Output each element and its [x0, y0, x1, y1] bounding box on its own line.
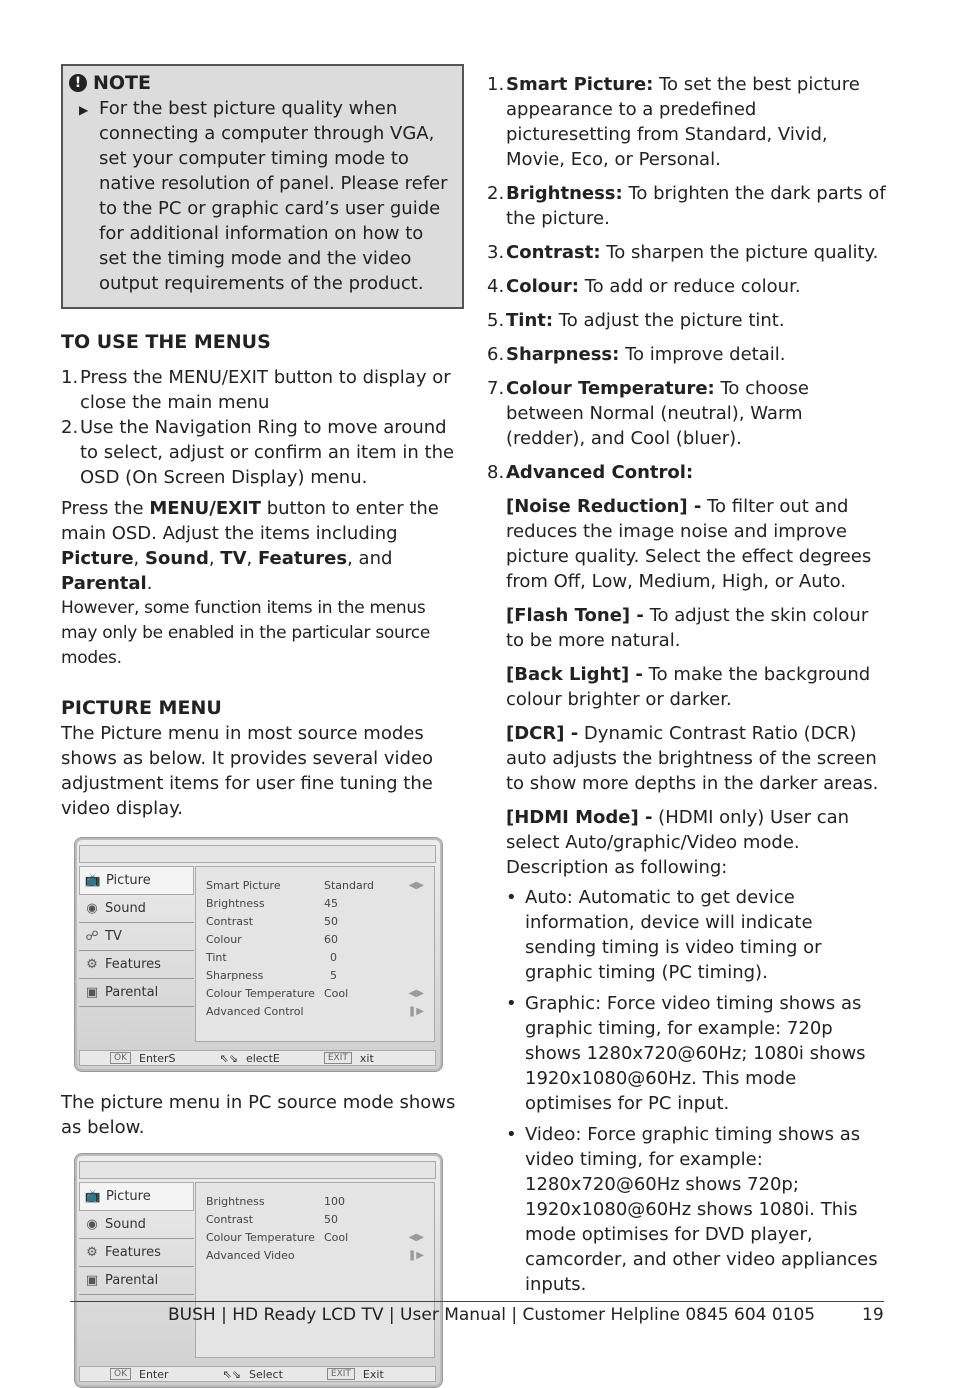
sub-label: [DCR] - [506, 723, 579, 744]
ok-key-icon: OK [110, 1368, 131, 1380]
note-header [69, 72, 452, 94]
tab-label: Picture [106, 873, 151, 888]
select-hint: Select [248, 1367, 283, 1381]
setting-name: Advanced Video [206, 1249, 295, 1262]
osd-row[interactable] [206, 877, 424, 895]
advanced-sub-item [506, 805, 887, 880]
para-text: , and [347, 548, 393, 569]
item-text: To adjust the picture tint. [553, 310, 785, 331]
osd-tab-tv[interactable] [79, 923, 194, 951]
exit-key-icon: EXIT [327, 1368, 355, 1380]
osd-tab-features[interactable] [79, 951, 194, 979]
osd-settings-panel [195, 866, 435, 1042]
osd-row[interactable] [206, 895, 424, 913]
note-box [61, 64, 464, 309]
osd-titlebar [79, 1161, 436, 1179]
item-number: 5. [487, 310, 505, 331]
step-number: 2. [61, 417, 79, 438]
para-text: , [133, 548, 145, 569]
menus-heading: TO USE THE MENUS [61, 331, 271, 353]
tab-label: TV [105, 929, 122, 944]
exit-hint: xit [359, 1051, 374, 1065]
page-number: 19 [862, 1305, 884, 1325]
osd-row[interactable] [206, 949, 424, 967]
exclamation-icon: ! [69, 74, 87, 92]
wrench-icon: ⚙ [86, 957, 98, 972]
advanced-sub-item [506, 603, 887, 653]
item-number: 6. [487, 344, 505, 365]
osd-row[interactable] [206, 1211, 424, 1229]
item-body [506, 240, 887, 265]
item-label: Colour Temperature: [506, 378, 715, 399]
tab-label: Parental [105, 1273, 159, 1288]
item-label: Brightness: [506, 183, 623, 204]
lock-icon: ▣ [85, 1273, 99, 1288]
osd-footer [79, 1050, 436, 1066]
bullet-text: Video: Force graphic timing shows as video timing, for example: 1280x720@60Hz shows 720p; 1920x1080@60Hz shows 1080i. This mode optimises for DVD player, camcorder, and other video appliances inputs. [525, 1124, 878, 1295]
feature-item [487, 308, 887, 333]
item-number: 2. [487, 183, 505, 204]
osd-tab-list [79, 1182, 194, 1295]
tab-label: Features [105, 957, 161, 972]
sub-label: [Back Light] - [506, 664, 643, 685]
para-text: button to enter the main OSD. Adjust the items including [61, 498, 439, 544]
para-bold: TV [220, 548, 247, 569]
osd-row[interactable] [206, 967, 424, 985]
setting-value: 60 [324, 933, 338, 946]
item-label: Smart Picture: [506, 74, 654, 95]
osd-tab-parental[interactable] [79, 979, 194, 1007]
feature-item [487, 342, 887, 367]
footer-divider [70, 1301, 884, 1302]
para-text: . [146, 573, 153, 594]
menus-paragraph [61, 496, 463, 596]
sub-label: [HDMI Mode] - [506, 807, 653, 828]
item-body [506, 376, 887, 451]
sub-text: To make the background colour brighter or darker. [506, 664, 871, 710]
item-number: 8. [487, 462, 505, 483]
setting-name: Advanced Control [206, 1005, 304, 1018]
item-body [506, 460, 887, 485]
feature-item [487, 181, 887, 231]
sub-text: To filter out and reduces the image noise and improve picture quality. Select the effect degrees from Off, Low, Medium, High, or Auto. [506, 496, 872, 592]
enter-hint: Enter [139, 1367, 169, 1381]
bullet-dot: • [506, 993, 517, 1014]
exit-key-icon: EXIT [324, 1052, 352, 1064]
item-body [506, 181, 887, 231]
antenna-icon: ☍ [85, 929, 99, 944]
feature-item [487, 376, 887, 451]
advanced-sub-item [506, 721, 887, 796]
menus-paragraph-2: However, some function items in the menus may only be enabled in the particular source modes. [61, 598, 430, 668]
note-title: NOTE [93, 72, 151, 94]
speaker-icon: ◉ [86, 901, 98, 916]
osd-row[interactable] [206, 1229, 424, 1247]
osd-row[interactable] [206, 1193, 424, 1211]
sub-label: [Flash Tone] - [506, 605, 644, 626]
osd-footer [79, 1366, 436, 1382]
setting-name: Tint [206, 951, 227, 964]
setting-value: 0 [330, 951, 337, 964]
osd-titlebar [79, 845, 436, 863]
advanced-sub-item [506, 494, 887, 594]
step-text: Press the MENU/EXIT button to display or close the main menu [80, 367, 451, 413]
para-bold: Parental [61, 573, 147, 594]
setting-value: 5 [330, 969, 337, 982]
item-label: Tint: [506, 310, 554, 331]
item-body [506, 72, 887, 172]
osd-row[interactable] [206, 913, 424, 931]
setting-name: Colour [206, 933, 242, 946]
hdmi-mode-bullet [506, 991, 887, 1116]
setting-name: Contrast [206, 915, 254, 928]
hdmi-mode-bullet [506, 1122, 887, 1297]
item-text: To improve detail. [619, 344, 786, 365]
picture-intro: The Picture menu in most source modes shows as below. It provides several video adjustment items for user fine tuning the video display. [61, 723, 434, 819]
wrench-icon: ⚙ [86, 1245, 98, 1260]
osd-tab-features[interactable] [79, 1239, 194, 1267]
picture-menu-heading: PICTURE MENU [61, 697, 222, 719]
enter-hint: EnterS [139, 1051, 176, 1065]
para-bold: Features [257, 548, 348, 569]
item-label: Sharpness: [506, 344, 620, 365]
para-text: , [208, 548, 221, 569]
tv-icon: 📺 [84, 1189, 102, 1204]
triangle-bullet-icon: ▶ [79, 103, 89, 117]
osd-row[interactable] [206, 931, 424, 949]
osd-row[interactable] [206, 1003, 424, 1021]
item-text: To add or reduce colour. [579, 276, 801, 297]
item-text: To sharpen the picture quality. [600, 242, 879, 263]
para-text: Press the [61, 498, 150, 519]
osd-tab-picture[interactable] [79, 1182, 194, 1211]
step-text: Use the Navigation Ring to move around to select, adjust or confirm an item in the OSD (On Screen Display) menu. [80, 417, 455, 488]
item-number: 4. [487, 276, 505, 297]
navigation-ring-icon: ⇖⇘ [219, 1051, 238, 1065]
item-number: 7. [487, 378, 505, 399]
para-bold: Picture [61, 548, 134, 569]
osd-screenshot-standard [74, 837, 443, 1072]
enter-arrow-icon: ❚▶ [407, 1006, 424, 1017]
pc-mode-intro: The picture menu in PC source mode shows as below. [61, 1092, 456, 1138]
sub-text: (HDMI only) User can select Auto/graphic/Video mode. Description as following: [506, 807, 850, 878]
setting-value [324, 1247, 408, 1265]
setting-value: 45 [324, 897, 338, 910]
osd-tab-parental[interactable] [79, 1267, 194, 1295]
bullet-text: Graphic: Force video timing shows as graphic timing, for example: 720p shows 1280x720@60Hz; 1080i shows 1920x1080@60Hz. This mode optimises for PC input. [525, 993, 866, 1114]
step-item [61, 365, 463, 415]
tab-label: Picture [106, 1189, 151, 1204]
menus-steps [61, 365, 463, 490]
tv-icon: 📺 [84, 873, 102, 888]
setting-value: 50 [324, 1213, 338, 1226]
item-number: 3. [487, 242, 505, 263]
tab-label: Sound [105, 901, 146, 916]
exit-hint: Exit [362, 1367, 384, 1381]
osd-tab-sound[interactable] [79, 1211, 194, 1239]
para-bold: Sound [145, 548, 209, 569]
sub-text: To adjust the skin colour to be more natural. [506, 605, 869, 651]
navigation-ring-icon: ⇖⇘ [222, 1367, 241, 1381]
lock-icon: ▣ [85, 985, 99, 1000]
osd-tab-list [79, 866, 194, 1007]
hdmi-mode-bullet [506, 885, 887, 985]
item-number: 1. [487, 74, 505, 95]
tab-label: Parental [105, 985, 159, 1000]
osd-settings-panel [195, 1182, 435, 1358]
para-bold: MENU/EXIT [149, 498, 261, 519]
select-hint: electE [245, 1051, 280, 1065]
setting-value: 100 [324, 1195, 345, 1208]
setting-name: Colour Temperature [206, 1231, 315, 1244]
sub-label: [Noise Reduction] - [506, 496, 702, 517]
page-footer: BUSH | HD Ready LCD TV | User Manual | Customer Helpline 0845 604 0105 [168, 1305, 816, 1325]
setting-name: Sharpness [206, 969, 264, 982]
item-label: Contrast: [506, 242, 601, 263]
enter-arrow-icon: ❚▶ [407, 1250, 424, 1261]
note-body [69, 96, 452, 296]
setting-value: 50 [324, 915, 338, 928]
setting-name: Smart Picture [206, 879, 281, 892]
left-right-arrow-icon: ◀▶ [408, 1232, 424, 1243]
bullet-dot: • [506, 1124, 517, 1145]
osd-row[interactable] [206, 985, 424, 1003]
sub-text: Dynamic Contrast Ratio (DCR) auto adjusts the brightness of the screen to show more depths in the darker areas. [506, 723, 879, 794]
tab-label: Features [105, 1245, 161, 1260]
item-label: Advanced Control: [506, 462, 694, 483]
step-item [61, 415, 463, 490]
item-label: Colour: [506, 276, 580, 297]
item-body [506, 308, 887, 333]
right-column [487, 72, 887, 1303]
feature-item [487, 240, 887, 265]
left-column [61, 64, 463, 1388]
feature-item [487, 460, 887, 485]
item-body [506, 274, 887, 299]
osd-tab-picture[interactable] [79, 866, 194, 895]
step-number: 1. [61, 367, 79, 388]
tab-label: Sound [105, 1217, 146, 1232]
setting-name: Colour Temperature [206, 987, 315, 1000]
feature-item [487, 72, 887, 172]
item-body [506, 342, 887, 367]
setting-value: Cool [324, 1231, 349, 1244]
setting-value: Standard [324, 879, 375, 892]
note-text: For the best picture quality when connecting a computer through VGA, set your computer timing mode to native resolution of panel. Please refer to the PC or graphic card’s user guide for additional information on how to set the timing mode and the video output requirements of the product. [99, 98, 448, 294]
setting-name: Brightness [206, 897, 265, 910]
setting-name: Contrast [206, 1213, 254, 1226]
item-text: To choose between Normal (neutral), Warm (redder), and Cool (bluer). [506, 378, 809, 449]
item-text: To set the best picture appearance to a predefined picturesetting from Standard, Vivid, Movie, Eco, or Personal. [506, 74, 860, 170]
left-right-arrow-icon: ◀▶ [408, 988, 424, 999]
setting-value: Cool [324, 987, 349, 1000]
ok-key-icon: OK [110, 1052, 131, 1064]
osd-screenshot-pc [74, 1153, 443, 1388]
item-text: To brighten the dark parts of the picture. [506, 183, 886, 229]
bullet-text: Auto: Automatic to get device information, device will indicate sending timing is video timing or graphic timing (PC timing). [525, 887, 822, 983]
para-text: , [246, 548, 258, 569]
feature-item [487, 274, 887, 299]
setting-name: Brightness [206, 1195, 265, 1208]
advanced-sub-item [506, 662, 887, 712]
speaker-icon: ◉ [86, 1217, 98, 1232]
osd-row[interactable] [206, 1247, 424, 1265]
bullet-dot: • [506, 887, 517, 908]
left-right-arrow-icon: ◀▶ [408, 880, 424, 891]
setting-value [324, 1003, 408, 1021]
osd-tab-sound[interactable] [79, 895, 194, 923]
